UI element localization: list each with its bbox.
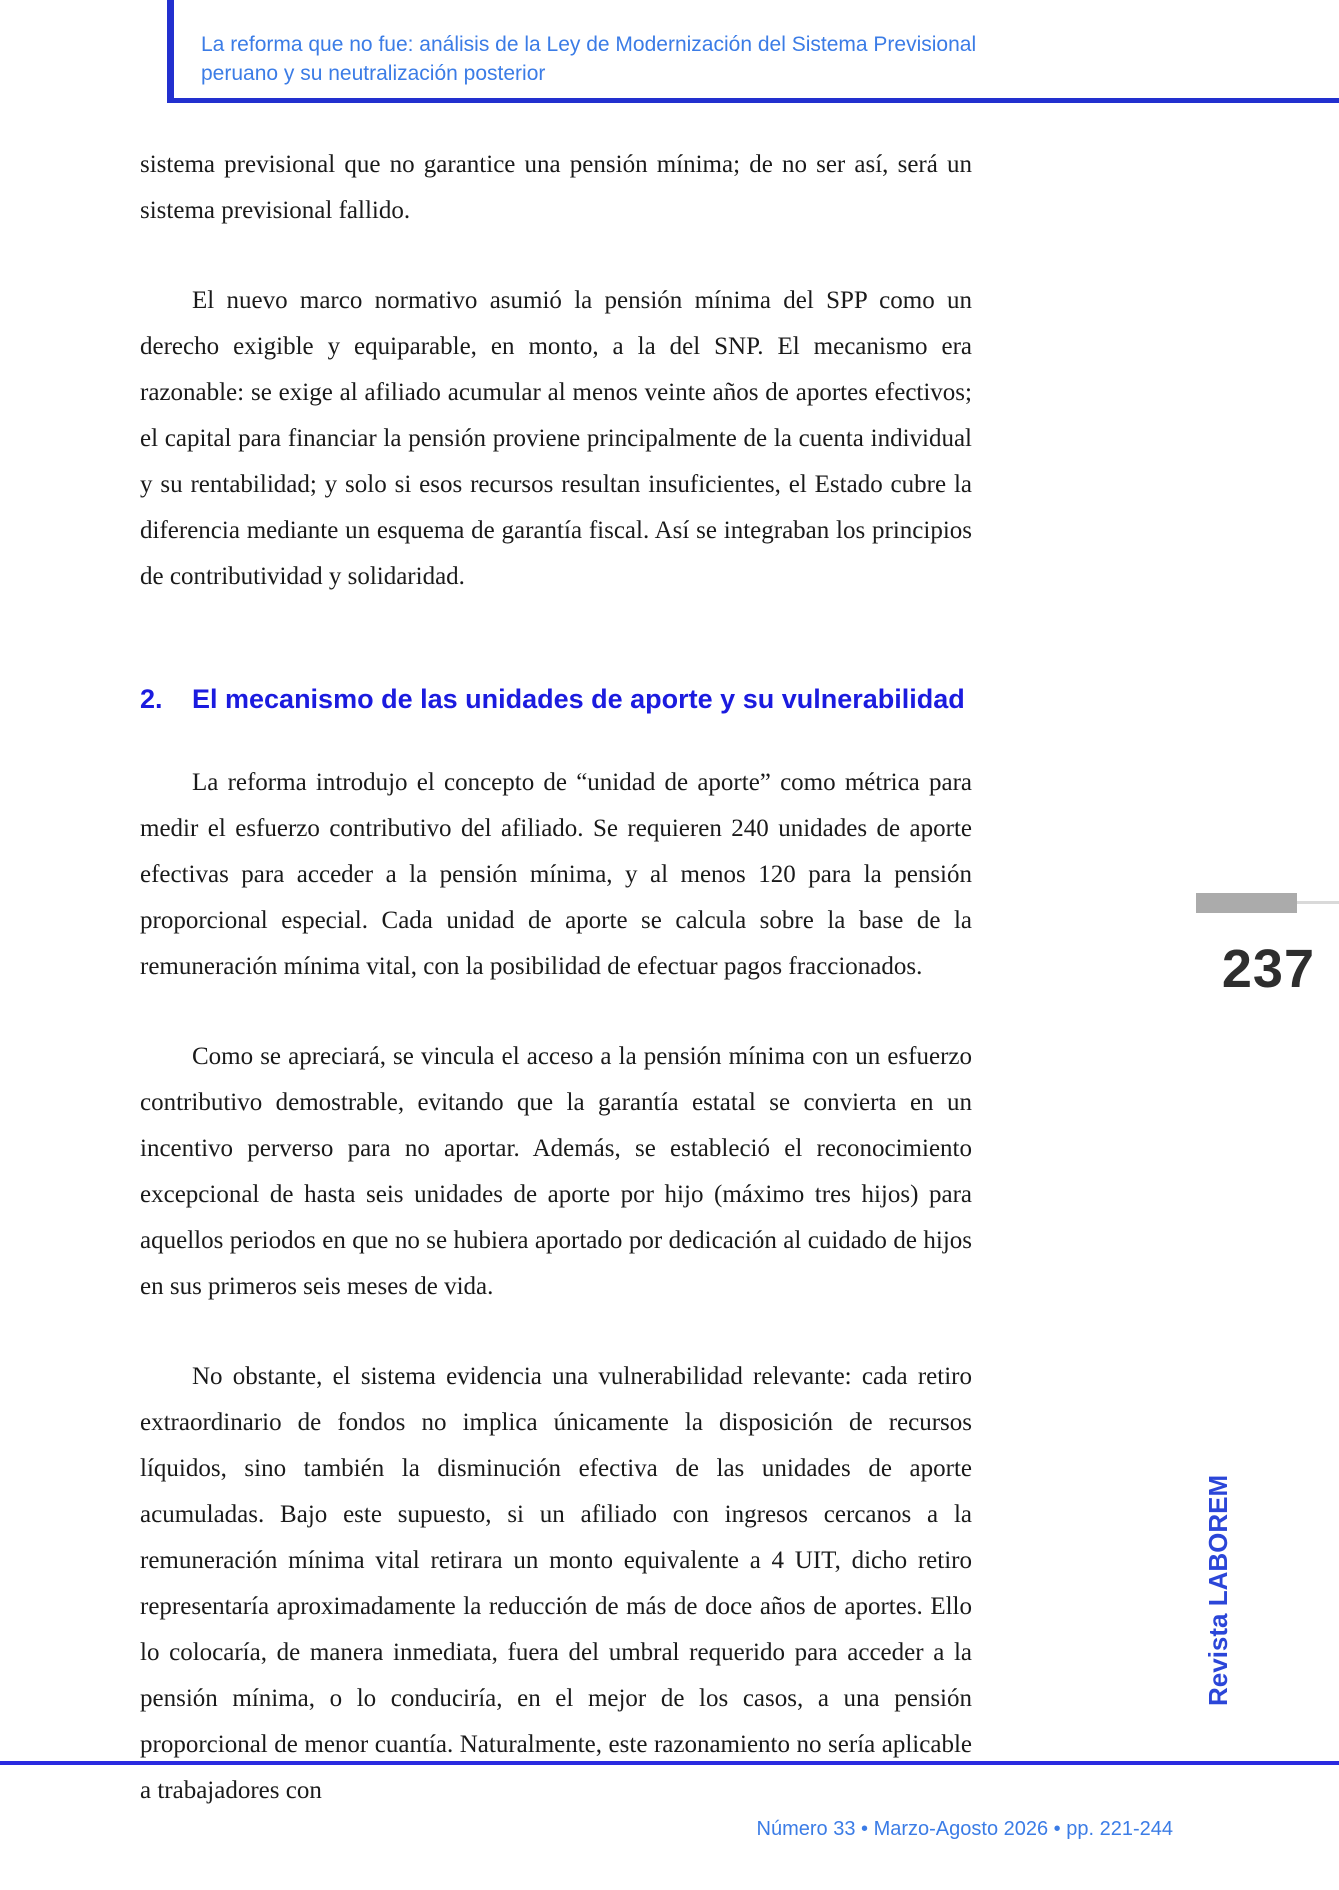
running-head-article-title [201, 30, 1181, 88]
journal-name-vertical: Revista LABOREM [1203, 1474, 1233, 1706]
section-title: El mecanismo de las unidades de aporte y su vulnerabilidad [192, 684, 965, 714]
body-paragraph: Como se apreciará, se vincula el acceso a la pensión mínima con un esfuerzo contributivo demostrable, evitando que la garantía estatal se convierta en un incentivo perverso para no aportar. Además, se estableció el reconocimiento excepcional de hasta seis unidades de aporte por hijo (máximo tres hijos) para aquellos periodos en que no se hubiera aportado por dedicación al cuidado de hijos en sus primeros seis meses de vida. [140, 1043, 972, 1300]
section-heading [140, 682, 972, 716]
gray-bar [1196, 893, 1297, 913]
body-paragraph: El nuevo marco normativo asumió la pensión mínima del SPP como un derecho exigible y equiparable, en monto, a la del SNP. El mecanismo era razonable: se exige al afiliado acumular al menos veinte años de aportes efectivos; el capital para financiar la pensión proviene principalmente de la cuenta individual y su rentabilidad; y solo si esos recursos resultan insuficientes, el Estado cubre la diferencia mediante un esquema de garantía fiscal. Así se integraban los principios de contributividad y solidaridad. [140, 287, 972, 590]
running-head-line2: peruano y su neutralización posterior [201, 62, 546, 85]
thin-gray-rule [1297, 901, 1339, 904]
body-paragraph: sistema previsional que no garantice una pensión mínima; de no ser así, será un sistema previsional fallido. [140, 151, 972, 224]
page-number-rule [1196, 893, 1339, 913]
body-paragraph: No obstante, el sistema evidencia una vulnerabilidad relevante: cada retiro extraordinario de fondos no implica únicamente la disposición de recursos líquidos, sino también la disminución efectiva de las unidades de aporte acumuladas. Bajo este supuesto, si un afiliado con ingresos cercanos a la remuneración mínima vital retirara un monto equivalente a 4 UIT, dicho retiro representaría aproximadamente la reducción de más de doce años de aportes. Ello lo colocaría, de manera inmediata, fuera del umbral requerido para acceder a la pensión mínima, o lo conduciría, en el mejor de los casos, a una pensión proporcional de menor cuantía. Naturalmente, este razonamiento no sería aplicable a trabajadores con [140, 1363, 972, 1804]
article-body [140, 142, 972, 1858]
section-number: 2. [140, 684, 163, 714]
running-head-line1: La reforma que no fue: análisis de la Ley de Modernización del Sistema Previsional [201, 33, 977, 56]
footer-rule [0, 1761, 1339, 1765]
footer-issue-info: Número 33 • Marzo-Agosto 2026 • pp. 221-244 [756, 1818, 1173, 1840]
header-horizontal-rule [167, 98, 1339, 103]
header-vertical-rule [167, 0, 174, 103]
body-paragraph: La reforma introdujo el concepto de “unidad de aporte” como métrica para medir el esfuerzo contributivo del afiliado. Se requieren 240 unidades de aporte efectivas para acceder a la pensión mínima, y al menos 120 para la pensión proporcional especial. Cada unidad de aporte se calcula sobre la base de la remuneración mínima vital, con la posibilidad de efectuar pagos fraccionados. [140, 769, 972, 980]
page-number: 237 [1221, 939, 1315, 999]
